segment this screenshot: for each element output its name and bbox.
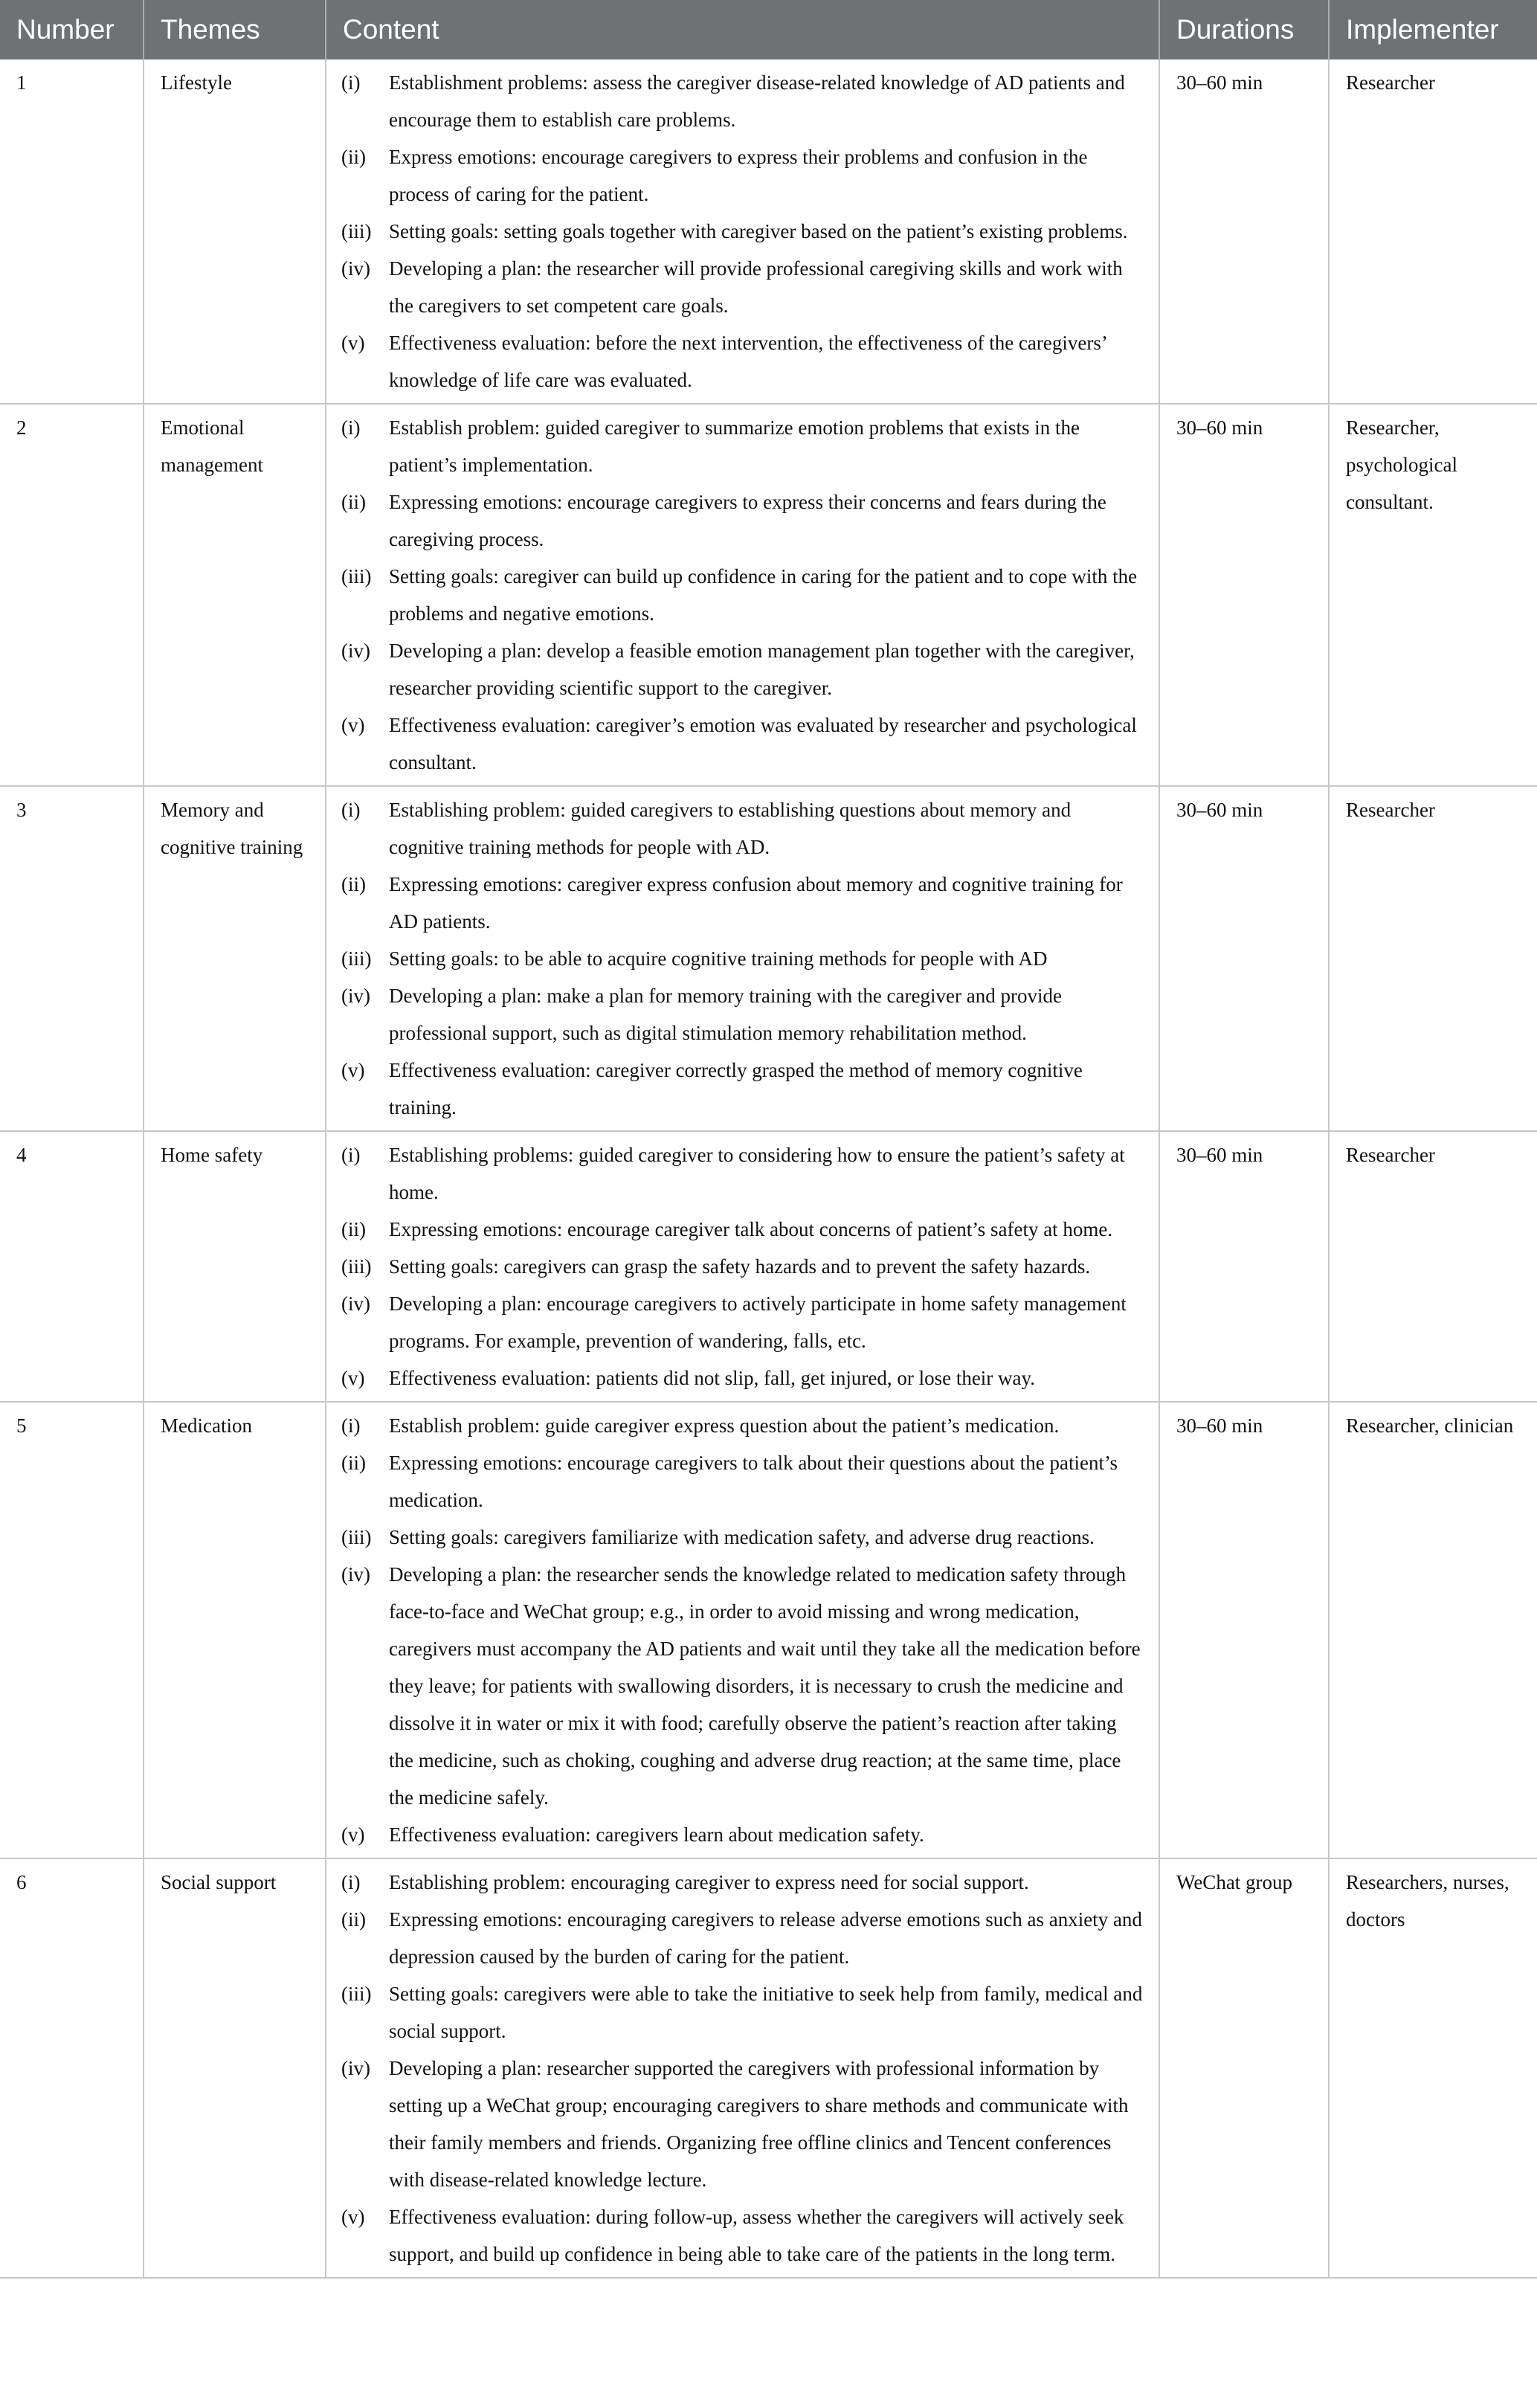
list-item [341, 1285, 1144, 1359]
row-implementer: Researcher [1329, 786, 1537, 1131]
item-text: Developing a plan: the researcher will provide professional caregiving skills and work with the caregivers to set competent care goals. [389, 257, 1123, 317]
list-item [341, 324, 1144, 399]
row-theme: Social support [144, 1858, 326, 2278]
item-text: Effectiveness evaluation: before the next intervention, the effectiveness of the caregivers’ knowledge of life care was evaluated. [389, 332, 1106, 391]
item-number: (ii) [341, 1908, 366, 1931]
row-duration: 30–60 min [1159, 786, 1329, 1131]
item-text: Setting goals: caregivers were able to take the initiative to seek help from family, medical and social support. [389, 1983, 1143, 2042]
item-number: (v) [341, 714, 365, 736]
header-number: Number [0, 0, 144, 59]
list-item [341, 1407, 1144, 1444]
item-text: Establishing problems: guided caregiver to considering how to ensure the patient’s safety at home. [389, 1144, 1125, 1203]
row-content [326, 404, 1159, 786]
item-text: Developing a plan: the researcher sends the knowledge related to medication safety through face-to-face and WeChat group; e.g., in order to avoid missing and wrong medication, caregivers must accompany the AD patients and wait until they take all the medication before they leave; for patients with swallowing disorders, it is necessary to crush the medicine and dissolve it in water or mix it with food; carefully observe the patient’s reaction after taking the medicine, such as choking, coughing and adverse drug reaction; at the same time, place the medicine safely. [389, 1563, 1141, 1809]
list-item [341, 1248, 1144, 1285]
row-number: 6 [0, 1858, 144, 2278]
item-number: (iv) [341, 640, 370, 662]
list-item [341, 1519, 1144, 1556]
item-text: Expressing emotions: encouraging caregivers to release adverse emotions such as anxiety and depression caused by the burden of caring for the patient. [389, 1908, 1142, 1968]
row-duration: 30–60 min [1159, 404, 1329, 786]
item-number: (iv) [341, 257, 370, 280]
item-text: Setting goals: to be able to acquire cognitive training methods for people with AD [389, 947, 1048, 970]
content-list [341, 409, 1144, 781]
row-theme: Emotional management [144, 404, 326, 786]
content-list [341, 1864, 1144, 2273]
item-number: (v) [341, 2206, 365, 2228]
list-item [341, 558, 1144, 632]
list-item [341, 1556, 1144, 1816]
header-durations: Durations [1159, 0, 1329, 59]
item-text: Developing a plan: researcher supported the caregivers with professional information by setting up a WeChat group; encouraging caregivers to share methods and communicate with their family members and friends. Organizing free offline clinics and Tencent conferences with disease-related knowledge lecture. [389, 2057, 1129, 2191]
item-text: Establishment problems: assess the caregiver disease-related knowledge of AD patients and encourage them to establish care problems. [389, 71, 1125, 131]
item-text: Establish problem: guided caregiver to summarize emotion problems that exists in the patient’s implementation. [389, 416, 1080, 476]
row-number: 5 [0, 1402, 144, 1858]
item-text: Setting goals: caregivers can grasp the safety hazards and to prevent the safety hazards. [389, 1255, 1091, 1278]
item-text: Establishing problem: guided caregivers to establishing questions about memory and cognitive training methods for people with AD. [389, 799, 1072, 858]
content-list [341, 64, 1144, 399]
item-text: Expressing emotions: encourage caregivers to talk about their questions about the patient’s medication. [389, 1452, 1118, 1511]
list-item [341, 866, 1144, 940]
item-number: (iii) [341, 565, 372, 587]
list-item [341, 64, 1144, 138]
item-text: Setting goals: setting goals together with caregiver based on the patient’s existing problems. [389, 220, 1128, 242]
row-implementer: Researcher, clinician [1329, 1402, 1537, 1858]
row-number: 4 [0, 1131, 144, 1402]
list-item [341, 1864, 1144, 1901]
item-number: (i) [341, 71, 361, 94]
content-list [341, 1407, 1144, 1853]
header-themes: Themes [144, 0, 326, 59]
row-content [326, 786, 1159, 1131]
item-text: Effectiveness evaluation: caregiver’s emotion was evaluated by researcher and psychological consultant. [389, 714, 1137, 773]
item-text: Express emotions: encourage caregivers to express their problems and confusion in the process of caring for the patient. [389, 146, 1088, 205]
list-item [341, 1136, 1144, 1211]
row-content [326, 1131, 1159, 1402]
item-text: Setting goals: caregivers familiarize with medication safety, and adverse drug reactions. [389, 1526, 1095, 1548]
item-number: (iv) [341, 1292, 370, 1315]
item-number: (ii) [341, 146, 366, 168]
table-row [0, 1402, 1537, 1858]
row-implementer: Researcher [1329, 1131, 1537, 1402]
item-number: (v) [341, 1059, 365, 1081]
item-text: Developing a plan: develop a feasible emotion management plan together with the caregiver, researcher providing scientific support to the caregiver. [389, 640, 1135, 699]
item-text: Developing a plan: encourage caregivers to actively participate in home safety management programs. For example, prevention of wandering, falls, etc. [389, 1292, 1127, 1352]
row-duration: 30–60 min [1159, 59, 1329, 404]
item-text: Effectiveness evaluation: caregivers learn about medication safety. [389, 1823, 924, 1846]
item-text: Effectiveness evaluation: patients did not slip, fall, get injured, or lose their way. [389, 1367, 1036, 1389]
item-text: Effectiveness evaluation: during follow-up, assess whether the caregivers will actively seek support, and build up confidence in being able to take care of the patients in the long term. [389, 2206, 1124, 2265]
item-number: (iii) [341, 1983, 372, 2005]
item-text: Expressing emotions: caregiver express confusion about memory and cognitive training for AD patients. [389, 873, 1123, 933]
list-item [341, 791, 1144, 866]
item-number: (iv) [341, 1563, 370, 1586]
list-item [341, 483, 1144, 558]
item-number: (iii) [341, 1255, 372, 1278]
item-number: (i) [341, 1144, 361, 1166]
row-content [326, 1858, 1159, 2278]
list-item [341, 1052, 1144, 1126]
list-item [341, 1816, 1144, 1853]
list-item [341, 1901, 1144, 1975]
list-item [341, 409, 1144, 483]
row-number: 1 [0, 59, 144, 404]
header-content: Content [326, 0, 1159, 59]
item-text: Developing a plan: make a plan for memory training with the caregiver and provide professional support, such as digital stimulation memory rehabilitation method. [389, 985, 1062, 1044]
item-number: (ii) [341, 1218, 366, 1240]
table-row [0, 1131, 1537, 1402]
item-number: (ii) [341, 873, 366, 895]
item-text: Establish problem: guide caregiver express question about the patient’s medication. [389, 1414, 1060, 1437]
item-number: (ii) [341, 1452, 366, 1474]
item-number: (ii) [341, 491, 366, 513]
row-content [326, 1402, 1159, 1858]
header-row [0, 0, 1537, 59]
row-implementer: Researcher [1329, 59, 1537, 404]
table-row [0, 1858, 1537, 2278]
table-header [0, 0, 1537, 59]
item-number: (iv) [341, 2057, 370, 2079]
row-implementer: Researchers, nurses, doctors [1329, 1858, 1537, 2278]
table-row [0, 404, 1537, 786]
list-item [341, 1359, 1144, 1397]
row-duration: 30–60 min [1159, 1402, 1329, 1858]
list-item [341, 940, 1144, 977]
row-theme: Home safety [144, 1131, 326, 1402]
list-item [341, 1444, 1144, 1519]
item-number: (iii) [341, 1526, 372, 1548]
item-number: (iv) [341, 985, 370, 1007]
content-list [341, 791, 1144, 1126]
list-item [341, 706, 1144, 781]
row-duration: WeChat group [1159, 1858, 1329, 2278]
row-duration: 30–60 min [1159, 1131, 1329, 1402]
row-theme: Lifestyle [144, 59, 326, 404]
item-number: (v) [341, 332, 365, 354]
list-item [341, 1211, 1144, 1248]
row-theme: Memory and cognitive training [144, 786, 326, 1131]
item-text: Effectiveness evaluation: caregiver correctly grasped the method of memory cognitive training. [389, 1059, 1083, 1118]
row-number: 2 [0, 404, 144, 786]
row-number: 3 [0, 786, 144, 1131]
item-number: (v) [341, 1823, 365, 1846]
list-item [341, 2198, 1144, 2273]
item-text: Expressing emotions: encourage caregiver talk about concerns of patient’s safety at home. [389, 1218, 1113, 1240]
content-list [341, 1136, 1144, 1397]
list-item [341, 632, 1144, 706]
list-item [341, 250, 1144, 324]
item-number: (i) [341, 799, 361, 821]
item-number: (v) [341, 1367, 365, 1389]
list-item [341, 1975, 1144, 2050]
item-number: (i) [341, 1414, 361, 1437]
list-item [341, 213, 1144, 250]
item-text: Setting goals: caregiver can build up confidence in caring for the patient and to cope with the problems and negative emotions. [389, 565, 1138, 625]
item-number: (i) [341, 416, 361, 439]
table-body [0, 59, 1537, 2278]
list-item [341, 138, 1144, 213]
item-text: Expressing emotions: encourage caregivers to express their concerns and fears during the caregiving process. [389, 491, 1106, 550]
list-item [341, 977, 1144, 1052]
table-row [0, 786, 1537, 1131]
item-number: (i) [341, 1871, 361, 1893]
row-content [326, 59, 1159, 404]
header-implementer: Implementer [1329, 0, 1537, 59]
row-theme: Medication [144, 1402, 326, 1858]
item-text: Establishing problem: encouraging caregiver to express need for social support. [389, 1871, 1029, 1893]
item-number: (iii) [341, 220, 372, 242]
row-implementer: Researcher, psychological consultant. [1329, 404, 1537, 786]
item-number: (iii) [341, 947, 372, 970]
list-item [341, 2050, 1144, 2198]
table-row [0, 59, 1537, 404]
